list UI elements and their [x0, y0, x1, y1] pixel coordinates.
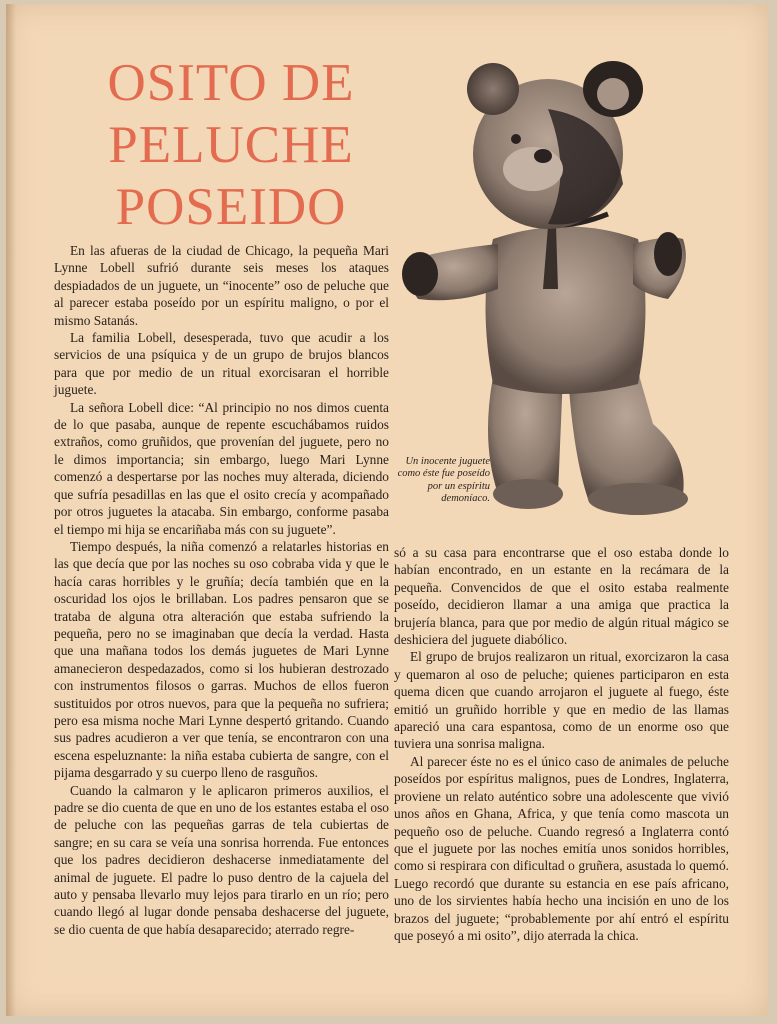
paragraph: En las afueras de la ciudad de Chicago, la pequeña Mari Lynne Lobell sufrió durante seis meses los ataques despiadados de un juguete, un “inocente” oso de peluche que al parecer estaba poseído por un espíritu maligno, o por el mismo Satanás. — [54, 243, 389, 328]
paragraph: La familia Lobell, desesperada, tuvo que acudir a los servicios de una psíquica y de un grupo de brujos blancos para que por medio de un ritual exorcisaran el horrible juguete. — [54, 330, 389, 398]
title-line-3: POSEIDO — [115, 178, 347, 236]
paragraph: Tiempo después, la niña comenzó a relatarles historias en las que decía que por las noches su oso cobraba vida y que le hacía caras horribles y le gruñía; decía también que en la oscuridad los ojos le brillaban. Los padres pensaron que se trataba de alguna otra alteración que estaba sufriendo la pequeña, pero no se imaginaban que decía la verdad. Hasta que una mañana todos los demás juguetes de Mari Lynne amanecieron despedazados, como si los hubieran destrozado con instrumentos filosos o garras. Muchos de ellos fueron sustituidos por otros nuevos, para que la pequeña no sufriera; pero esa misma noche Mari Lynne despertó gritando. Cuando sus padres acudieron a ver que tenía, se encontraron con una escena espeluznante: la niña estaba cubierta de sangre, con el pijama desgarrado y su cuerpo lleno de rasguños. — [54, 538, 389, 781]
title-line-2: PELUCHE — [108, 116, 354, 174]
paragraph: Al parecer éste no es el único caso de animales de peluche poseídos por espíritus malignos, pues de Londres, Inglaterra, proviene un relato auténtico sobre una adolescente que vivió unos años en Ghana, Africa, y que tenía como mascota un pequeño oso de peluche. Cuando regresó a Inglaterra contó que el juguete por las noches emitía unos sonidos horribles, como si respirara con dificultad o gruñera, asustada lo quemó. Luego recordó que durante su estancia en ese país africano, uno de los sirvientes había hecho una incisión en uno de los brazos del juguete; “probablemente por ahí entró el espíritu que poseyó a mi osito”, dijo aterrada la chica. — [394, 753, 729, 943]
photo-caption: Un inocente juguete como éste fue poseído por un espíritu demoníaco. — [397, 456, 490, 505]
page-fold-shadow — [6, 4, 16, 1016]
article-column-left — [54, 242, 389, 938]
article-title — [66, 52, 396, 238]
teddy-bear-photo — [398, 54, 698, 524]
magazine-page — [6, 4, 768, 1016]
paragraph: La señora Lobell dice: “Al principio no nos dimos cuenta de lo que pasaba, aunque de repente escuchábamos ruidos extraños, como gruñidos, que provenían del juguete, pero no le dimos importancia; sin embargo, luego Mari Lynne comenzó a despertarse por las noches muy alterada, diciendo que sufría pesadillas en las que el osito crecía y acompañado por otros juguetes la atacaba. Sin embargo, conforme pasaba el tiempo mi hija se encariñaba más con su juguete”. — [54, 399, 389, 537]
article-column-right — [394, 544, 729, 944]
paragraph: só a su casa para encontrarse que el oso estaba donde lo habían encontrado, en un estante en la recámara de la pequeña. Convencidos de que el osito estaba realmente poseído, decidieron llamar a una amiga que practica la brujería blanca, para que por medio de algún ritual mágico se deshiciera del juguete diabólico. — [394, 545, 729, 648]
paragraph: Cuando la calmaron y le aplicaron primeros auxilios, el padre se dio cuenta de que en uno de los estantes estaba el oso de peluche con las pequeñas garras de tela cubiertas de sangre; en su cara se veía una sonrisa horrenda. Fue entonces que los padres decidieron deshacerse inmediatamente del animal de juguete. El padre lo puso dentro de la cajuela del auto y pensaba llevarlo muy lejos para tirarlo en un río; pero cuando llegó al lugar donde pensaba deshacerse del juguete, se dio cuenta de que había desaparecido; aterrado regre- — [54, 782, 389, 937]
paragraph: El grupo de brujos realizaron un ritual, exorcizaron la casa y quemaron al oso de peluche; quienes participaron en esta quema dicen que cuando arrojaron el juguete al fuego, éste emitió un gruñido horrible y que en medio de las llamas apareció una cara espantosa, como de un enorme oso que tuviera una sonrisa maligna. — [394, 649, 729, 752]
title-line-1: OSITO DE — [107, 54, 355, 112]
